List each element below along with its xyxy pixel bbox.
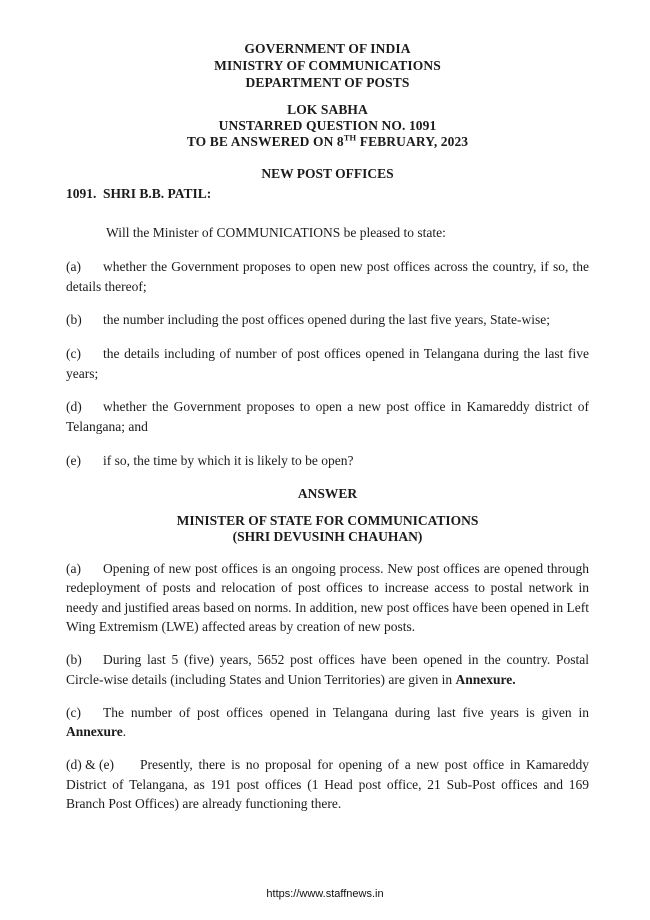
answer-text-d-e: Presently, there is no proposal for opening of a new post office in Kamareddy District of Telangana, as 191 post offices (1 Head post office, 21 Sub-Post offices and 169 Branch Post Offices) are already functioning there. — [66, 757, 589, 811]
answer-date-suffix: FEBRUARY, 2023 — [356, 134, 469, 149]
org-line-department: DEPARTMENT OF POSTS — [245, 75, 410, 90]
question-intro: Will the Minister of COMMUNICATIONS be pleased to state: — [106, 225, 446, 240]
answer-date-line — [66, 134, 589, 150]
asker-line — [66, 186, 589, 201]
question-item-e — [66, 451, 589, 471]
question-item-d — [66, 397, 589, 437]
question-label-b: (b) — [66, 312, 82, 327]
question-label-e: (e) — [66, 452, 81, 468]
question-text-c: the details including of number of post offices opened in Telangana during the last five years; — [66, 345, 589, 381]
footer-link[interactable]: https://www.staffnews.in — [266, 888, 384, 900]
org-line-ministry: MINISTRY OF COMMUNICATIONS — [214, 58, 441, 73]
question-text-e: if so, the time by which it is likely to be open? — [103, 452, 354, 468]
house-name: LOK SABHA — [287, 102, 368, 117]
answer-item-d-e — [66, 755, 589, 814]
answer-item-b — [66, 650, 589, 689]
question-item-a — [66, 257, 589, 297]
subject-title: NEW POST OFFICES — [261, 166, 394, 181]
question-label-c: (c) — [66, 345, 81, 361]
answer-text-c-tail: . — [122, 724, 127, 739]
answer-text-a: Opening of new post offices is an ongoing process. New post offices are opened through redeployment of posts and relocation of post offices to increase access to postal network in needy and justified areas based on norms. In addition, new post offices have been opened in Left Wing Extremism (LWE) affected areas by creation of new posts. — [66, 560, 589, 634]
question-label-d: (d) — [66, 399, 82, 414]
question-number-line: UNSTARRED QUESTION NO. 1091 — [218, 118, 437, 133]
org-line-government: GOVERNMENT OF INDIA — [244, 41, 411, 56]
answer-item-c — [66, 703, 589, 742]
answer-label-c: (c) — [66, 704, 81, 720]
answer-annexure-ref-c: Annexure — [66, 724, 123, 739]
answer-text-c: The number of post offices opened in Telangana during last five years is given in — [103, 704, 589, 720]
footer — [0, 888, 650, 900]
answer-label-b: (b) — [66, 652, 82, 667]
answer-heading: ANSWER — [297, 485, 358, 501]
answer-label-a: (a) — [66, 560, 81, 576]
org-header — [66, 40, 589, 91]
minister-block — [66, 513, 589, 545]
answer-date-ordinal: TH — [343, 132, 357, 143]
minister-name: (SHRI DEVUSINH CHAUHAN) — [232, 528, 423, 544]
answer-annexure-ref-b: Annexure. — [455, 671, 516, 687]
question-text-a: whether the Government proposes to open new post offices across the country, if so, the details thereof; — [66, 258, 589, 294]
asker-member-name: SHRI B.B. PATIL: — [103, 186, 212, 201]
session-header — [66, 102, 589, 150]
question-item-b — [66, 310, 589, 330]
question-item-c — [66, 344, 589, 384]
question-text-d: whether the Government proposes to open a new post office in Kamareddy district of Telangana; and — [66, 399, 589, 434]
question-text-b: the number including the post offices opened during the last five years, State-wise; — [103, 312, 551, 327]
answer-text-b: During last 5 (five) years, 5652 post offices have been opened in the country. Postal Circle-wise details (including States and Union Territories) are given in — [66, 652, 589, 687]
answer-label-d-e: (d) & (e) — [66, 757, 114, 772]
minister-title: MINISTER OF STATE FOR COMMUNICATIONS — [176, 512, 479, 528]
answer-item-a — [66, 559, 589, 637]
asker-question-number: 1091. — [66, 186, 97, 201]
answer-date-prefix: TO BE ANSWERED ON 8 — [186, 134, 344, 149]
question-label-a: (a) — [66, 258, 81, 274]
